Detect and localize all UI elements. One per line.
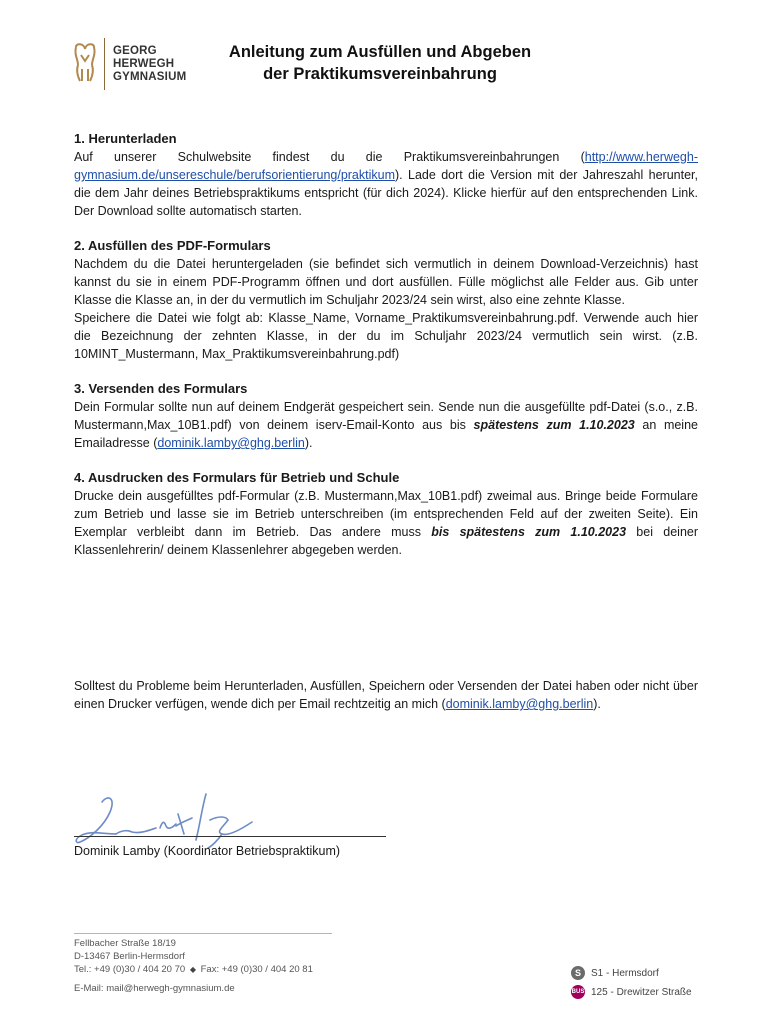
transit-info: [571, 964, 692, 1002]
deadline-emphasis: spätestens zum 1.10.2023: [473, 418, 635, 432]
text-run: Solltest du Probleme beim Herunterladen, Ausfüllen, Speichern oder Versenden der Datei haben oder nicht über einen Drucker verfügen, wende dich per Email rechtzeitig an mich (: [74, 679, 698, 711]
text-run: bei deiner Klassenlehrerin/ deinem Klassenlehrer abgegeben werden.: [74, 525, 699, 557]
footer-street: Fellbacher Straße 18/19: [74, 938, 176, 949]
deadline-emphasis: bis spätestens zum 1.10.2023: [431, 525, 627, 539]
logo-line: GEORG: [113, 44, 157, 57]
bus-icon: BUS: [571, 985, 585, 999]
text-run: Dein Formular sollte nun auf deinem Endgerät gespeichert sein. Sende nun die ausgefüllte pdf-Datei (s.o., z.B. Mustermann,Max_10B1.pdf) von deinem iserv-Email-Konto aus bis: [74, 400, 698, 432]
text-run: ).: [593, 697, 601, 711]
handwritten-signature: [72, 790, 302, 850]
section-text: [74, 148, 698, 220]
transit-label: 125 - Drewitzer Straße: [591, 986, 692, 998]
email-link[interactable]: dominik.lamby@ghg.berlin: [445, 697, 594, 711]
section-heading: 3. Versenden des Formulars: [74, 381, 248, 396]
footer-city: D-13467 Berlin-Hermsdorf: [74, 951, 185, 962]
text-run: Auf unserer Schulwebsite findest du die Praktikumsvereinbahrungen (: [74, 150, 585, 164]
document-body: [74, 130, 698, 576]
section-text: [74, 487, 698, 559]
section-heading: 1. Herunterladen: [74, 131, 177, 146]
signature-name: Dominik Lamby (Koordinator Betriebspraktikum): [74, 844, 341, 858]
section-text: Nachdem du die Datei heruntergeladen (sie befindet sich vermutlich in deinem Download-Verzeichnis) hast kannst du sie in einem PDF-Programm öffnen und dort ausfüllen. Fülle möglichst alle Felder aus. Gib unter Klasse die Klasse an, in der du vermutlich im Schuljahr 2023/24 sein wirst, also eine zehnte Klasse.: [74, 257, 698, 307]
section-heading: 4. Ausdrucken des Formulars für Betrieb und Schule: [74, 470, 400, 485]
footer-email: E-Mail: mail@herwegh-gymnasium.de: [74, 983, 235, 994]
closing-paragraph: [74, 677, 698, 713]
section-print-form: [74, 469, 698, 559]
footer-phone-row: [74, 963, 313, 976]
footer-divider: [74, 933, 332, 934]
section-heading: 2. Ausfüllen des PDF-Formulars: [74, 238, 271, 253]
section-fill-form: [74, 237, 698, 363]
school-logo: [72, 38, 186, 90]
section-download: [74, 130, 698, 220]
transit-label: S1 - Hermsdorf: [591, 967, 659, 979]
transit-row-sbahn: [571, 964, 692, 982]
praktikum-link[interactable]: http://www.herwegh-gymnasium.de/unsereschule/berufsorientierung/praktikum: [74, 150, 698, 182]
transit-row-bus: [571, 983, 692, 1001]
text-run: an meine Emailadresse (: [74, 418, 698, 450]
email-link[interactable]: dominik.lamby@ghg.berlin: [157, 436, 305, 450]
diamond-icon: ◆: [189, 965, 196, 974]
section-text: Speichere die Datei wie folgt ab: Klasse_Name, Vorname_Praktikumsvereinbahrung.pdf. Verwende auch hier die Bezeichnung der zehnten Klasse, in der du im Schuljahr 2023/24 vermutlich sein wirst. (z.B. 10MINT_Mustermann, Max_Praktikumsvereinbahrung.pdf): [74, 311, 698, 361]
sbahn-icon: S: [571, 966, 585, 980]
title-line: der Praktikumsvereinbahrung: [263, 65, 497, 83]
section-send-form: [74, 380, 698, 452]
logo-line: GYMNASIUM: [113, 70, 187, 83]
footer-fax: Fax: +49 (0)30 / 404 20 81: [200, 964, 313, 975]
section-text: [74, 398, 698, 452]
footer-address: [74, 937, 313, 995]
text-run: ). Lade dort die Version mit der Jahreszahl herunter, die dem Jahr deines Betriebspraktikums entspricht (für dich 2024). Klicke hierfür auf den entsprechenden Link. Der Download sollte automatisch starten.: [74, 168, 698, 218]
document-title: [200, 41, 560, 85]
logo-divider: [104, 38, 105, 90]
logo-text: [113, 45, 186, 84]
text-run: ).: [304, 436, 313, 450]
signature-line: [74, 836, 386, 837]
text-run: Drucke dein ausgefülltes pdf-Formular (z.B. Mustermann,Max_10B1.pdf) zweimal aus. Bringe beide Formulare zum Betrieb und lasse sie im Betrieb unterschreiben (im entsprechenden Feld auf der zweiten Seite). Ein Exemplar verbleibt dann im Betrieb. Das andere muss: [74, 489, 698, 539]
logo-line: HERWEGH: [113, 57, 175, 70]
title-line: Anleitung zum Ausfüllen und Abgeben: [228, 43, 532, 61]
school-crest-icon: [72, 41, 98, 87]
footer-tel: Tel.: +49 (0)30 / 404 20 70: [74, 964, 186, 975]
